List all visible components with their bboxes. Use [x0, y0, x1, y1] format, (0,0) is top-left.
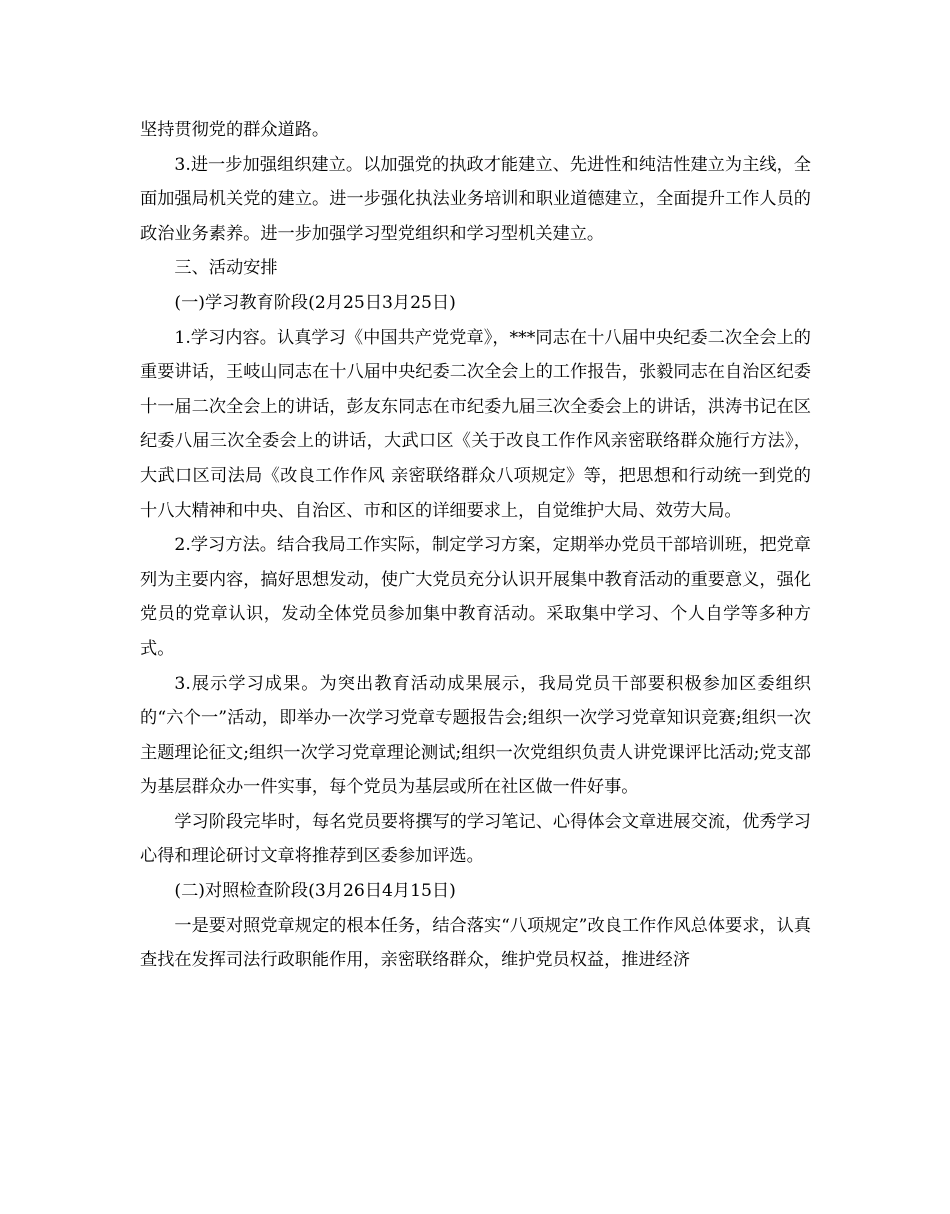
paragraph-stage-completion: 学习阶段完毕时，每名党员要将撰写的学习笔记、心得体会文章进展交流，优秀学习心得和理论研讨文章将推荐到区委参加评选。 [140, 811, 811, 867]
subsection-heading-check-stage: (二)对照检查阶段(3月26日4月15日) [174, 881, 456, 902]
paragraph-study-method: 2.学习方法。结合我局工作实际，制定学习方案，定期举办党员干部培训班，把党章列为主要内容，搞好思想发动，使广大党员充分认识开展集中教育活动的重要意义，强化党员的党章认识，发动全体党员参加集中教育活动。采取集中学习、个人自学等多种方式。 [140, 535, 811, 659]
section-heading-activity-arrangement: 三、活动安排 [174, 258, 278, 279]
paragraph-check-tasks: 一是要对照党章规定的根本任务，结合落实“八项规定”改良工作作风总体要求，认真查找在发挥司法行政职能作用，亲密联络群众，维护党员权益，推进经济 [140, 915, 811, 971]
paragraph-mass-line-end: 坚持贯彻党的群众道路。 [140, 120, 330, 140]
paragraph-show-results: 3.展示学习成果。为突出教育活动成果展示，我局党员干部要积极参加区委组织的“六个一”活动，即举办一次学习党章专题报告会;组织一次学习党章知识竞赛;组织一次主题理论征文;组织一次学习党章理论测试;组织一次党组织负责人讲党课评比活动;党支部为基层群众办一件实事，每个党员为基层或所在社区做一件好事。 [140, 673, 811, 798]
paragraph-study-content: 1.学习内容。认真学习《中国共产党党章》，***同志在十八届中央纪委二次全会上的重要讲话，王岐山同志在十八届中央纪委二次全会上的工作报告，张毅同志在自治区纪委十一届二次全会上的讲话，彭友东同志在市纪委九届三次全委会上的讲话，洪涛书记在区纪委八届三次全委会上的讲话，大武口区《关于改良工作作风亲密联络群众施行方法》，大武口区司法局《改良工作作风 亲密联络群众八项规定》等，把思想和行动统一到党的十八大精神和中央、自治区、市和区的详细要求上，自觉维护大局、效劳大局。 [140, 327, 811, 521]
subsection-heading-study-stage: (一)学习教育阶段(2月25日3月25日) [174, 292, 456, 313]
document-body [140, 113, 811, 978]
paragraph-organization-building: 3.进一步加强组织建立。以加强党的执政才能建立、先进性和纯洁性建立为主线，全面加强局机关党的建立。进一步强化执法业务培训和职业道德建立，全面提升工作人员的政治业务素养。进一步加强学习型党组织和学习型机关建立。 [140, 154, 811, 244]
